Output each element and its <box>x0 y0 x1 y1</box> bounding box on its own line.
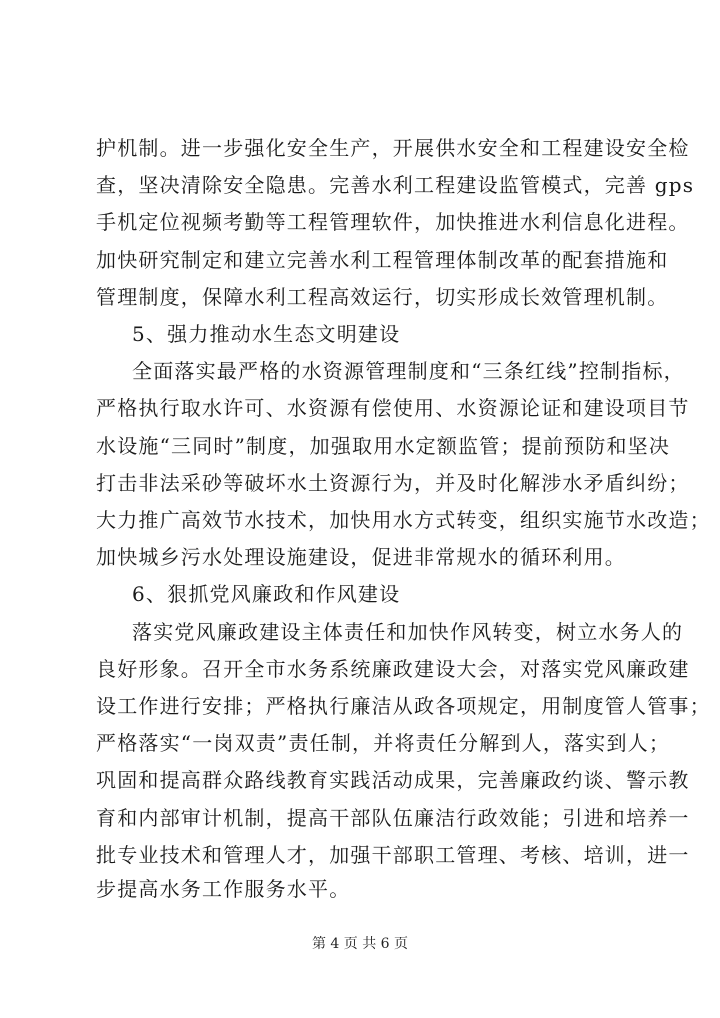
paragraph-line: 良好形象。召开全市水务系统廉政建设大会，对落实党风廉政建 <box>96 657 690 681</box>
paragraph-line: 批专业技术和管理人才，加强干部职工管理、考核、培训，进一 <box>96 843 690 867</box>
paragraph-line: 全面落实最严格的水资源管理制度和“三条红线”控制指标， <box>132 359 685 383</box>
paragraph-line: 步提高水务工作服务水平。 <box>96 877 351 901</box>
paragraph-line: 打击非法采砂等破坏水土资源行为，并及时化解涉水矛盾纠纷； <box>96 471 690 495</box>
paragraph-line: 护机制。进一步强化安全生产，开展供水安全和工程建设安全检 <box>96 136 690 160</box>
paragraph-line: 育和内部审计机制，提高干部队伍廉洁行政效能；引进和培养一 <box>96 806 690 830</box>
paragraph-line: 严格执行取水许可、水资源有偿使用、水资源论证和建设项目节 <box>96 396 690 420</box>
paragraph-line: 管理制度，保障水利工程高效运行，切实形成长效管理机制。 <box>96 285 669 309</box>
section-heading-6: 6、狠抓党风廉政和作风建设 <box>132 582 401 606</box>
paragraph-line: 查，坚决清除安全隐患。完善水利工程建设监管模式，完善 gps <box>96 173 695 197</box>
paragraph-line: 手机定位视频考勤等工程管理软件，加快推进水利信息化进程。 <box>96 210 690 234</box>
section-heading-5: 5、强力推动水生态文明建设 <box>132 322 401 346</box>
paragraph-line: 设工作进行安排；严格执行廉洁从政各项规定，用制度管人管事； <box>96 694 711 718</box>
paragraph-line: 加快研究制定和建立完善水利工程管理体制改革的配套措施和 <box>96 248 669 272</box>
paragraph-line: 加快城乡污水处理设施建设，促进非常规水的循环利用。 <box>96 545 626 569</box>
paragraph-line: 严格落实“一岗双责”责任制，并将责任分解到人，落实到人； <box>96 731 671 755</box>
paragraph-line: 水设施“三同时”制度，加强取用水定额监管；提前预防和坚决 <box>96 434 671 458</box>
paragraph-line: 大力推广高效节水技术，加快用水方式转变，组织实施节水改造； <box>96 508 711 532</box>
paragraph-line: 落实党风廉政建设主体责任和加快作风转变，树立水务人的 <box>132 620 684 644</box>
page-number-footer: 第 4 页 共 6 页 <box>311 936 409 952</box>
paragraph-line: 巩固和提高群众路线教育实践活动成果，完善廉政约谈、警示教 <box>96 768 690 792</box>
